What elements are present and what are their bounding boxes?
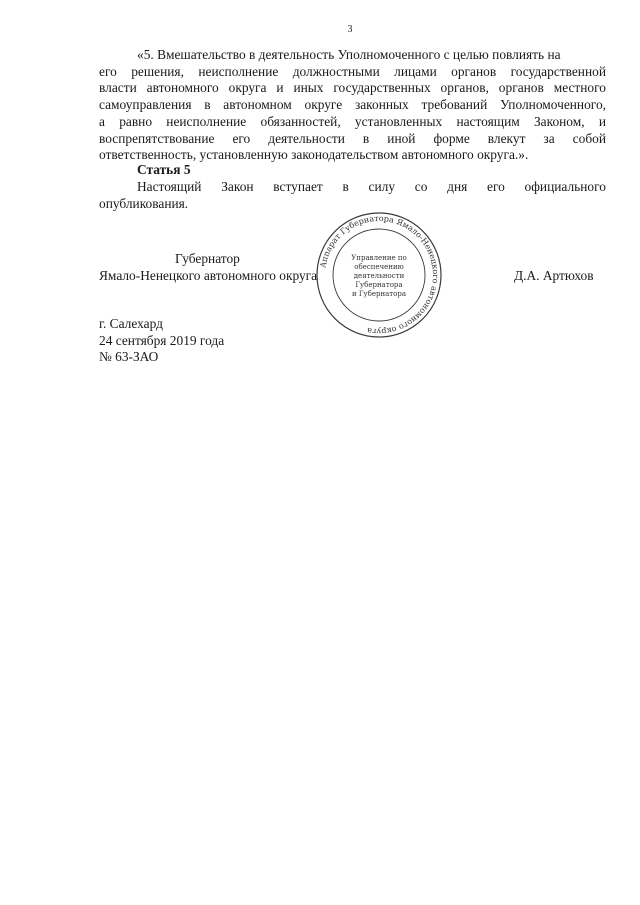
seal-inner-line: Губернатора — [355, 281, 403, 289]
paragraph-line: власти автономного округа и иных государственных органов, органов местного — [99, 80, 606, 96]
paragraph-amendment — [99, 47, 606, 164]
paragraph-line: опубликования. — [99, 195, 189, 211]
signatory-region: Ямало-Ненецкого автономного округа — [99, 268, 318, 283]
paragraph-line: ответственность, установленную законодательством автономного округа.». — [99, 147, 529, 163]
seal-inner-line: обеспечению — [354, 263, 404, 271]
document-footer — [99, 316, 224, 366]
footer-city: г. Салехард — [99, 316, 163, 331]
article-heading: Статья 5 — [137, 162, 191, 177]
article-5-text — [99, 179, 606, 212]
page-number: 3 — [347, 24, 353, 35]
seal-inner-line: и Губернатора — [351, 290, 407, 298]
official-seal — [314, 210, 444, 340]
paragraph-line: а равно неисполнение обязанностей, установленных настоящим Законом, и — [99, 113, 606, 129]
seal-outer-text: Аппарат Губернатора Ямало-Ненецкого автономного округа — [318, 213, 441, 337]
footer-number: № 63-ЗАО — [99, 349, 159, 365]
seal-inner-line: деятельности — [353, 272, 405, 280]
paragraph-line: его решения, неисполнение должностными лицами органов государственной — [99, 63, 606, 79]
paragraph-line: самоуправления в автономном округе законных требований Уполномоченного, — [99, 97, 606, 113]
paragraph-line: Настоящий Закон вступает в силу со дня его официального — [137, 179, 606, 194]
paragraph-line: «5. Вмешательство в деятельность Уполномоченного с целью повлиять на — [137, 47, 561, 62]
paragraph-line: воспрепятствование его деятельности в иной форме влекут за собой — [99, 130, 606, 146]
footer-date: 24 сентября 2019 года — [99, 332, 225, 348]
seal-inner-line: Управление по — [351, 254, 407, 262]
signatory-title: Губернатор — [175, 251, 240, 266]
signatory-name: Д.А. Артюхов — [514, 268, 594, 283]
